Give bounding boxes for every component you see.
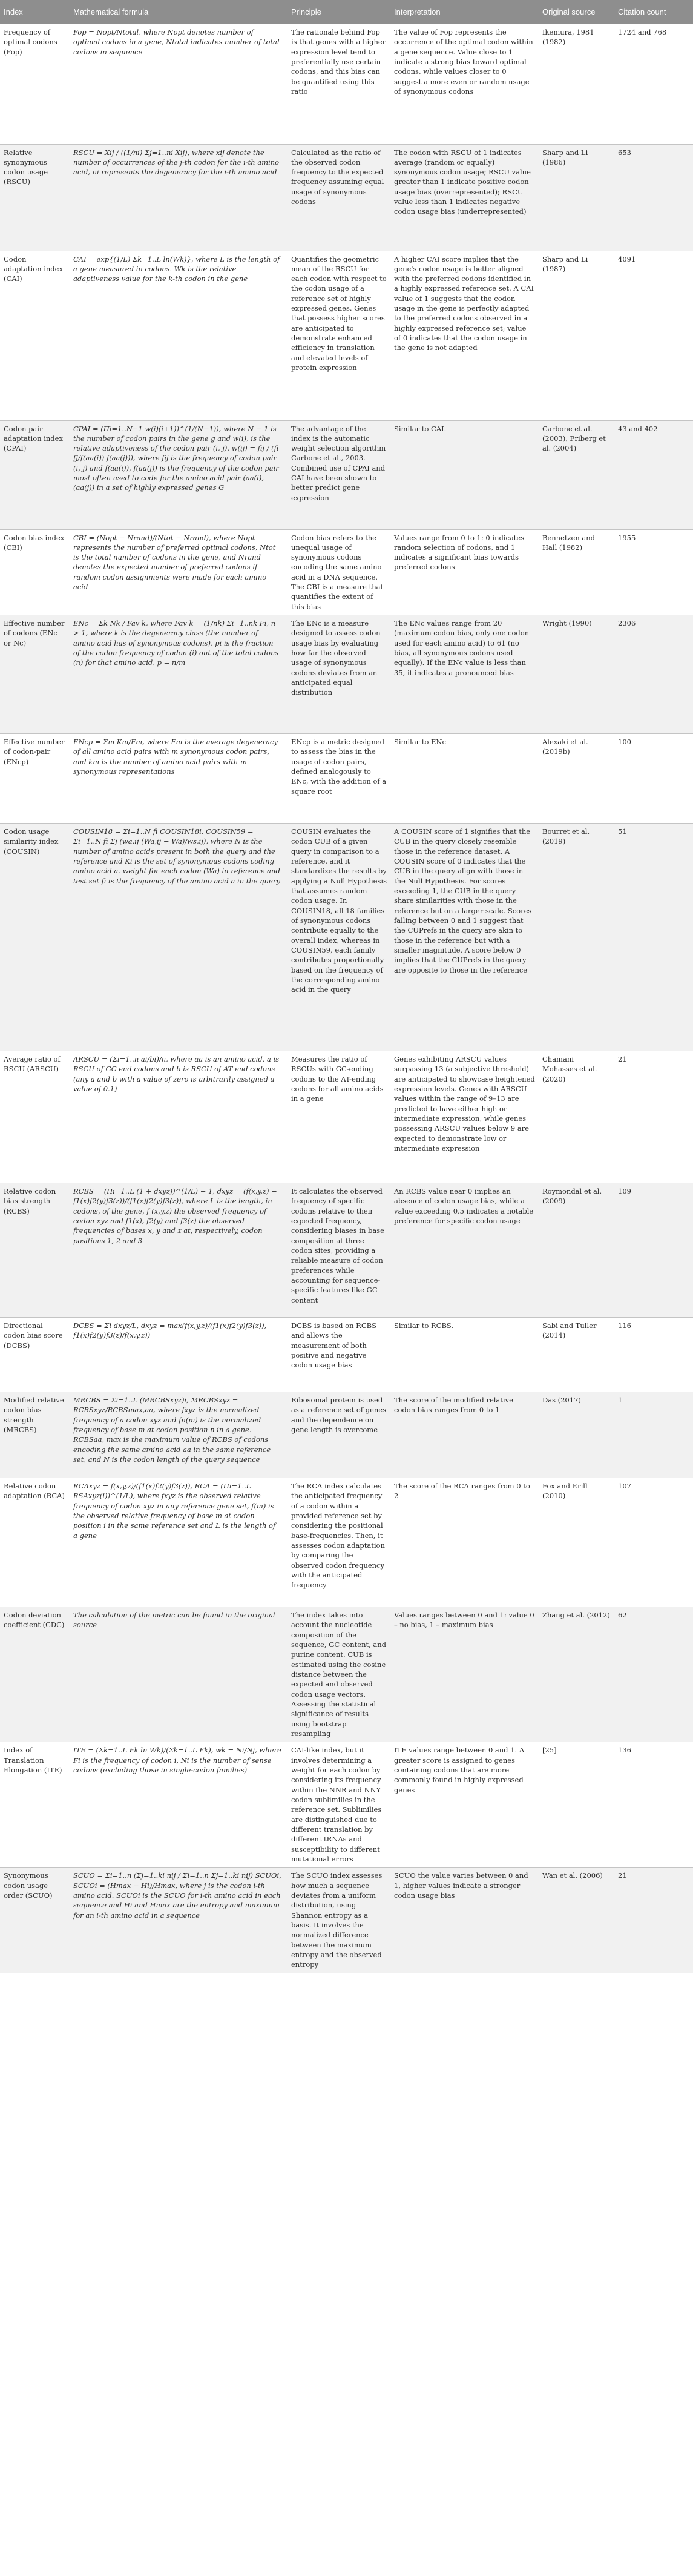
- formula-cell: RSCU = Xij / ((1/ni) Σj=1..ni Xij), where xij denote the number of occurrences of the j-th codon for the i-th amino acid, ni represents the degeneracy for the i-th amino acid: [70, 144, 287, 251]
- interpretation-cell: Values range from 0 to 1: 0 indicates random selection of codons, and 1 indicates a significant bias towards preferred codons: [390, 529, 539, 615]
- citation-cell: 653: [614, 144, 693, 251]
- interpretation-cell: ITE values range between 0 and 1. A greater score is assigned to genes containing codons that are more commonly found in highly expressed genes: [390, 1742, 539, 1868]
- source-cell: Sharp and Li (1987): [539, 251, 614, 420]
- citation-cell: 109: [614, 1183, 693, 1318]
- citation-cell: 4091: [614, 251, 693, 420]
- index-cell: Effective number of codon-pair (ENcp): [0, 734, 70, 824]
- citation-cell: 43 and 402: [614, 420, 693, 529]
- principle-cell: It calculates the observed frequency of specific codons relative to their expected frequency, considering biases in base composition at three codon sites, providing a reliable measure of codon preferences while accounting for sequence-specific features like GC content: [287, 1183, 390, 1318]
- formula-cell: MRCBS = Σi=1..L (MRCBSxyz)i, MRCBSxyz = RCBSxyz/RCBSmax,aa, where fxyz is the normalized frequency of a codon xyz and fn(m) is the normalized frequency of base m at codon position n in a gene. RCBSaa, max is the maximum value of RCBS of codons encoding the same amino acid aa in the same reference set, and N is the codon length of the query sequence: [70, 1392, 287, 1478]
- interpretation-cell: The score of the modified relative codon bias ranges from 0 to 1: [390, 1392, 539, 1478]
- citation-cell: 1955: [614, 529, 693, 615]
- interpretation-cell: Similar to ENc: [390, 734, 539, 824]
- interpretation-cell: A higher CAI score implies that the gene's codon usage is better aligned with the preferred codons identified in a highly expressed reference set. A CAI value of 1 suggests that the codon usage in the gene is perfectly adapted to the preferred codons observed in a highly expressed reference set; value of 0 indicates that the codon usage in the gene is not adapted: [390, 251, 539, 420]
- header-principle: Principle: [287, 0, 390, 24]
- source-cell: Ikemura, 1981 (1982): [539, 24, 614, 144]
- source-cell: Wan et al. (2006): [539, 1868, 614, 1973]
- index-cell: Relative codon adaptation (RCA): [0, 1478, 70, 1607]
- index-cell: Effective number of codons (ENc or Nc): [0, 615, 70, 734]
- interpretation-cell: Genes exhibiting ARSCU values surpassing 13 (a subjective threshold) are anticipated to showcase heightened expression levels. Genes with ARSCU values within the range of 9–13 are predicted to have either high or intermediate expression, while genes possessing ARSCU values below 9 are expected to demonstrate low or intermediate expression: [390, 1051, 539, 1183]
- formula-cell: Fop = Nopt/Ntotal, where Nopt denotes number of optimal codons in a gene, Ntotal indicates number of total codons in sequence: [70, 24, 287, 144]
- index-cell: Relative synonymous codon usage (RSCU): [0, 144, 70, 251]
- formula-cell: The calculation of the metric can be found in the original source: [70, 1607, 287, 1742]
- citation-cell: 100: [614, 734, 693, 824]
- formula-cell: CPAI = (Πi=1..N−1 w(i)(i+1))^(1/(N−1)), where N − 1 is the number of codon pairs in the gene g and w(i), is the relative adaptiveness of the codon pair (i, j). w(ij) = fij / (fi fj/f(aa(i)) f(aa(j))), where fij is the frequency of codon pair (i, j) and f(aa(i)), f(aa(j)) is the frequency of the codon pair most often used to code for the amino acid pair (aa(i),(aa(j)) in a set of highly expressed genes G: [70, 420, 287, 529]
- source-cell: Das (2017): [539, 1392, 614, 1478]
- table-row: [0, 734, 693, 824]
- principle-cell: Measures the ratio of RSCUs with GC-ending codons to the AT-ending codons for all amino acids in a gene: [287, 1051, 390, 1183]
- index-cell: Codon deviation coefficient (CDC): [0, 1607, 70, 1742]
- principle-cell: COUSIN evaluates the codon CUB of a given query in comparison to a reference, and it standardizes the results by applying a Null Hypothesis that assumes random codon usage. In COUSIN18, all 18 families of synonymous codons contribute equally to the overall index, whereas in COUSIN59, each family contributes proportionally based on the frequency of the corresponding amino acid in the query: [287, 824, 390, 1051]
- principle-cell: The rationale behind Fop is that genes with a higher expression level tend to preferentially use certain codons, and this bias can be quantified using this ratio: [287, 24, 390, 144]
- principle-cell: Ribosomal protein is used as a reference set of genes and the dependence on gene length is overcome: [287, 1392, 390, 1478]
- principle-cell: CAI-like index, but it involves determining a weight for each codon by considering its frequency within the NNR and NNY codon sublimilies in the reference set. Sublimilies are distinguished due to different translation by different tRNAs and susceptibility to different mutational errors: [287, 1742, 390, 1868]
- interpretation-cell: The value of Fop represents the occurrence of the optimal codon within a gene sequence. Value close to 1 indicate a strong bias toward optimal codons, while values closer to 0 suggest a more even or random usage of synonymous codons: [390, 24, 539, 144]
- table-row: [0, 420, 693, 529]
- index-cell: Codon pair adaptation index (CPAI): [0, 420, 70, 529]
- principle-cell: The advantage of the index is the automatic weight selection algorithm Carbone et al., 2003. Combined use of CPAI and CAI have been shown to better predict gene expression: [287, 420, 390, 529]
- formula-cell: ENc = Σk Nk / Fav k, where Fav k = (1/nk) Σi=1..nk Fi, n > 1, where k is the degeneracy class (the number of amino acid has of synonymous codons), pi is the fraction of the codon frequency of codon (i) out of the total codons (n) for that amino acid, p = n/m: [70, 615, 287, 734]
- table-row: [0, 1318, 693, 1392]
- principle-cell: The RCA index calculates the anticipated frequency of a codon within a provided reference set by considering the positional base-frequencies. Then, it assesses codon adaptation by comparing the observed codon frequency with the anticipated frequency: [287, 1478, 390, 1607]
- formula-cell: CAI = exp{(1/L) Σk=1..L ln(Wk)}, where L is the length of a gene measured in codons. Wk is the relative adaptiveness value for the k-th codon in the gene: [70, 251, 287, 420]
- interpretation-cell: Values ranges between 0 and 1: value 0 – no bias, 1 – maximum bias: [390, 1607, 539, 1742]
- index-cell: Modified relative codon bias strength (MRCBS): [0, 1392, 70, 1478]
- principle-cell: The SCUO index assesses how much a sequence deviates from a uniform distribution, using Shannon entropy as a basis. It involves the normalized difference between the maximum entropy and the observed entropy: [287, 1868, 390, 1973]
- table-row: [0, 1392, 693, 1478]
- source-cell: Bennetzen and Hall (1982): [539, 529, 614, 615]
- table-row: [0, 24, 693, 144]
- table-row: [0, 1607, 693, 1742]
- index-cell: Directional codon bias score (DCBS): [0, 1318, 70, 1392]
- source-cell: Sabi and Tuller (2014): [539, 1318, 614, 1392]
- interpretation-cell: The ENc values range from 20 (maximum codon bias, only one codon used for each amino acid) to 61 (no bias, all synonymous codons used equally). If the ENc value is less than 35, it indicates a pronounced bias: [390, 615, 539, 734]
- principle-cell: The ENc is a measure designed to assess codon usage bias by evaluating how far the observed usage of synonymous codons deviates from an anticipated equal distribution: [287, 615, 390, 734]
- formula-cell: COUSIN18 = Σi=1..N fi COUSIN18i, COUSIN59 = Σi=1..N fi Σj (wa,ij (Wa,ij − Wa)/ws,ij), where N is the number of amino acids present in both the query and the reference and Ki is the set of synonymous codons coding amino acid a. weight for each codon (Wa) in reference and test set fi is the frequency of the amino acid a in the query: [70, 824, 287, 1051]
- formula-cell: RCAxyz = f(x,y,z)/(f1(x)f2(y)f3(z)), RCA = (Πi=1..L RSAxyz(i))^(1/L), where fxyz is the observed relative frequency of codon xyz in any reference gene set, f(m) is the observed relative frequency of base m at codon position i in the same reference set and L is the length of a gene: [70, 1478, 287, 1607]
- interpretation-cell: The score of the RCA ranges from 0 to 2: [390, 1478, 539, 1607]
- formula-cell: SCUO = Σi=1..n (Σj=1..ki nij / Σi=1..n Σj=1..ki nij) SCUOi, SCUOi = (Hmax − Hi)/Hmax, where j is the codon i-th amino acid. SCUOi is the SCUO for i-th amino acid in each sequence and Hi and Hmax are the entropy and maximum for an i-th amino acid in a sequence: [70, 1868, 287, 1973]
- formula-cell: DCBS = Σi dxyz/L, dxyz = max(f(x,y,z)/(f1(x)f2(y)f3(z)), f1(x)f2(y)f3(z)/f(x,y,z)): [70, 1318, 287, 1392]
- source-cell: Bourret et al. (2019): [539, 824, 614, 1051]
- formula-cell: ENcp = Σm Km/Fm, where Fm is the average degeneracy of all amino acid pairs with m synonymous codon pairs, and km is the number of amino acid pairs with m synonymous representations: [70, 734, 287, 824]
- table-row: [0, 1183, 693, 1318]
- interpretation-cell: A COUSIN score of 1 signifies that the CUB in the query closely resemble those in the reference dataset. A COUSIN score of 0 indicates that the CUB in the query align with those in the Null Hypothesis. For scores exceeding 1, the CUB in the query share similarities with those in the reference but on a larger scale. Scores falling between 0 and 1 suggest that the CUPrefs in the query are akin to those in the reference but with a smaller magnitude. A score below 0 implies that the CUPrefs in the query are opposite to those in the reference: [390, 824, 539, 1051]
- source-cell: Zhang et al. (2012): [539, 1607, 614, 1742]
- principle-cell: Codon bias refers to the unequal usage of synonymous codons encoding the same amino acid in a DNA sequence. The CBI is a measure that quantifies the extent of this bias: [287, 529, 390, 615]
- citation-cell: 1724 and 768: [614, 24, 693, 144]
- table-row: [0, 1051, 693, 1183]
- table-header: [0, 0, 693, 24]
- source-cell: Roymondal et al. (2009): [539, 1183, 614, 1318]
- source-cell: [25]: [539, 1742, 614, 1868]
- index-cell: Codon usage similarity index (COUSIN): [0, 824, 70, 1051]
- source-cell: Chamani Mohasses et al. (2020): [539, 1051, 614, 1183]
- interpretation-cell: Similar to RCBS.: [390, 1318, 539, 1392]
- index-cell: Average ratio of RSCU (ARSCU): [0, 1051, 70, 1183]
- header-formula: Mathematical formula: [70, 0, 287, 24]
- index-cell: Index of Translation Elongation (ITE): [0, 1742, 70, 1868]
- table-row: [0, 615, 693, 734]
- source-cell: Carbone et al. (2003), Friberg et al. (2004): [539, 420, 614, 529]
- table-row: [0, 1868, 693, 1973]
- table-row: [0, 824, 693, 1051]
- table-body: [0, 24, 693, 1973]
- citation-cell: 2306: [614, 615, 693, 734]
- principle-cell: Calculated as the ratio of the observed codon frequency to the expected frequency assuming equal usage of synonymous codons: [287, 144, 390, 251]
- formula-cell: CBI = (Nopt − Nrand)/(Ntot − Nrand), where Nopt represents the number of preferred optimal codons, Ntot is the total number of codons in the gene, and Nrand denotes the expected number of preferred codons if random codon assignments were made for each amino acid: [70, 529, 287, 615]
- citation-cell: 51: [614, 824, 693, 1051]
- interpretation-cell: An RCBS value near 0 implies an absence of codon usage bias, while a value exceeding 0.5 indicates a notable preference for specific codon usage: [390, 1183, 539, 1318]
- citation-cell: 116: [614, 1318, 693, 1392]
- interpretation-cell: The codon with RSCU of 1 indicates average (random or equally) synonymous codon usage; RSCU value greater than 1 indicate positive codon usage bias (overrepresented); RSCU value less than 1 indicates negative codon usage bias (underrepresented): [390, 144, 539, 251]
- formula-cell: ARSCU = (Σi=1..n ai/bi)/n, where aa is an amino acid, a is RSCU of GC end codons and b is RSCU of AT end codons (any a and b with a value of zero is arbitrarily assigned a value of 0.1): [70, 1051, 287, 1183]
- header-index: Index: [0, 0, 70, 24]
- index-cell: Codon adaptation index (CAI): [0, 251, 70, 420]
- citation-cell: 62: [614, 1607, 693, 1742]
- source-cell: Fox and Erill (2010): [539, 1478, 614, 1607]
- citation-cell: 136: [614, 1742, 693, 1868]
- header-source: Original source: [539, 0, 614, 24]
- source-cell: Wright (1990): [539, 615, 614, 734]
- citation-cell: 21: [614, 1868, 693, 1973]
- principle-cell: ENcp is a metric designed to assess the bias in the usage of codon pairs, defined analogously to ENc, with the addition of a square root: [287, 734, 390, 824]
- index-cell: Relative codon bias strength (RCBS): [0, 1183, 70, 1318]
- source-cell: Alexaki et al. (2019b): [539, 734, 614, 824]
- principle-cell: The index takes into account the nucleotide composition of the sequence, GC content, and purine content. CUB is estimated using the cosine distance between the expected and observed codon usage vectors. Assessing the statistical significance of results using bootstrap resampling: [287, 1607, 390, 1742]
- index-cell: Frequency of optimal codons (Fop): [0, 24, 70, 144]
- index-cell: Codon bias index (CBI): [0, 529, 70, 615]
- header-interpretation: Interpretation: [390, 0, 539, 24]
- citation-cell: 107: [614, 1478, 693, 1607]
- header-row: [0, 0, 693, 24]
- interpretation-cell: Similar to CAI.: [390, 420, 539, 529]
- interpretation-cell: SCUO the value varies between 0 and 1, higher values indicate a stronger codon usage bias: [390, 1868, 539, 1973]
- table-row: [0, 251, 693, 420]
- source-cell: Sharp and Li (1986): [539, 144, 614, 251]
- formula-cell: RCBS = (Πi=1..L (1 + dxyz))^(1/L) − 1, dxyz = (f(x,y,z) − f1(x)f2(y)f3(z))/(f1(x)f2(y)f3(z)), where L is the length, in codons, of the gene, f (x,y,z) the observed frequency of codon xyz and f1(x), f2(y) and f3(z) the observed frequencies of bases x, y and z at, respectively, codon positions 1, 2 and 3: [70, 1183, 287, 1318]
- index-cell: Synonymous codon usage order (SCUO): [0, 1868, 70, 1973]
- table-row: [0, 529, 693, 615]
- table-row: [0, 1478, 693, 1607]
- citation-cell: 21: [614, 1051, 693, 1183]
- header-citations: Citation count: [614, 0, 693, 24]
- citation-cell: 1: [614, 1392, 693, 1478]
- table-row: [0, 144, 693, 251]
- table-row: [0, 1742, 693, 1868]
- principle-cell: DCBS is based on RCBS and allows the measurement of both positive and negative codon usage bias: [287, 1318, 390, 1392]
- principle-cell: Quantifies the geometric mean of the RSCU for each codon with respect to the codon usage of a reference set of highly expressed genes. Genes that possess higher scores are anticipated to demonstrate enhanced efficiency in translation and elevated levels of protein expression: [287, 251, 390, 420]
- formula-cell: ITE = (Σk=1..L Fk ln Wk)/(Σk=1..L Fk), wk = Ni/Nj, where Fi is the frequency of codon i, Ni is the number of sense codons (excluding those in single-codon families): [70, 1742, 287, 1868]
